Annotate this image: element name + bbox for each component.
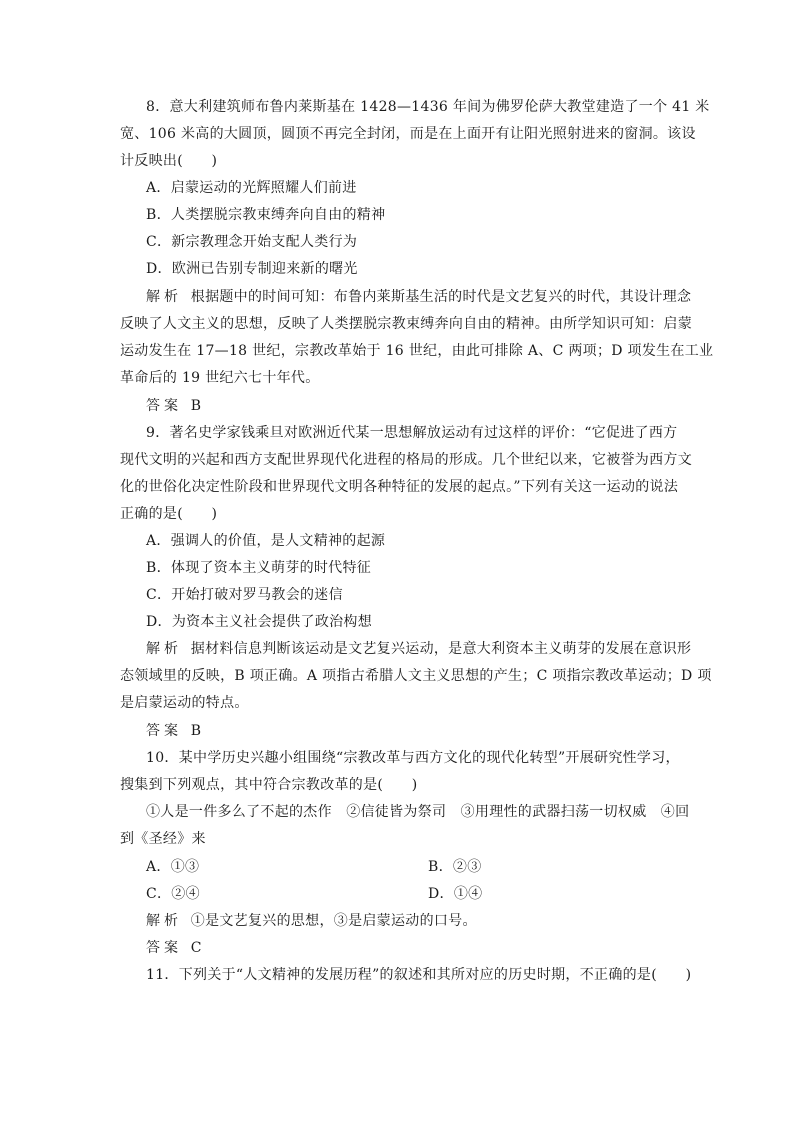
q9-option-d: D．为资本主义社会提供了政治构想: [146, 614, 373, 630]
q9-stem-line3: 化的世俗化决定性阶段和世界现代文明各种特征的发展的起点。”下列有关这一运动的说法: [120, 479, 679, 495]
q8-answer-line: [146, 397, 201, 415]
q8-analysis-line4: 革命后的 19 世纪六七十年代。: [120, 370, 320, 386]
q10-answer-line: [146, 939, 202, 957]
q8-option-a: A．启蒙运动的光辉照耀人们前进: [146, 180, 357, 196]
q9-option-c: C．开始打破对罗马教会的迷信: [146, 587, 343, 603]
q10-option-b: B．②③: [428, 859, 482, 875]
q8-option-d: D．欧洲已告别专制迎来新的曙光: [146, 261, 358, 277]
q9-analysis-line2: 态领域里的反映，B 项正确。A 项指古希腊人文主义思想的产生；C 项指宗教改革运动；D 项: [120, 668, 712, 684]
q10-stem-line4: 到《圣经》来: [120, 831, 206, 847]
q11-stem-line1: 11．下列关于“人文精神的发展历程”的叙述和其所对应的历史时期，不正确的是( ): [146, 967, 692, 983]
q10-analysis-line: [146, 912, 477, 930]
q10-analysis-text: ①是文艺复兴的思想，③是启蒙运动的口号。: [190, 913, 477, 929]
q10-option-c: C．②④: [146, 886, 200, 902]
q9-stem-line4: 正确的是( ): [120, 506, 218, 522]
q9-analysis-line1: [146, 640, 691, 658]
q9-stem-line2: 现代文明的兴起和西方支配世界现代化进程的格局的形成。几个世纪以来，它被誉为西方文: [120, 452, 692, 468]
q8-analysis-text1: 根据题中的时间可知：布鲁内莱斯基生活的时代是文艺复兴的时代，其设计理念: [190, 289, 692, 305]
q8-answer-value: B: [190, 398, 202, 414]
q8-stem-line1: 8．意大利建筑师布鲁内莱斯基在 1428—1436 年间为佛罗伦萨大教堂建造了一个 41 米: [146, 99, 710, 115]
q8-analysis-line3: 运动发生在 17—18 世纪，宗教改革始于 16 世纪，由此可排除 A、C 两项；D 项发生在工业: [120, 343, 714, 359]
q8-option-b: B．人类摆脱宗教束缚奔向自由的精神: [146, 207, 386, 223]
q9-analysis-text1: 据材料信息判断该运动是文艺复兴运动，是意大利资本主义萌芽的发展在意识形: [190, 641, 692, 657]
q9-analysis-label: 解析: [146, 641, 182, 657]
q10-option-a: A．①③: [146, 859, 200, 875]
q8-answer-label: 答案: [146, 398, 182, 414]
q10-stem-line3: ①人是一件多么了不起的杰作 ②信徒皆为祭司 ③用理性的武器扫荡一切权威 ④回: [146, 804, 690, 820]
q10-option-d: D．①④: [428, 886, 483, 902]
q10-analysis-label: 解析: [146, 913, 182, 929]
q10-answer-value: C: [190, 940, 202, 956]
q9-answer-line: [146, 722, 201, 740]
q8-analysis-line1: [146, 288, 691, 306]
q8-analysis-label: 解析: [146, 289, 182, 305]
q8-stem-line2: 宽、106 米高的大圆顶，圆顶不再完全封闭，而是在上面开有让阳光照射进来的窗洞。该设: [120, 126, 696, 142]
q9-answer-value: B: [190, 723, 202, 739]
q8-stem-line3: 计反映出( ): [120, 153, 218, 169]
q9-answer-label: 答案: [146, 723, 182, 739]
q10-stem-line1: 10．某中学历史兴趣小组围绕“宗教改革与西方文化的现代化转型”开展研究性学习，: [146, 750, 680, 766]
q10-answer-label: 答案: [146, 940, 182, 956]
q9-option-b: B．体现了资本主义萌芽的时代特征: [146, 560, 372, 576]
q9-stem-line1: 9．著名史学家钱乘旦对欧洲近代某一思想解放运动有过这样的评价：“它促进了西方: [146, 425, 678, 441]
q8-analysis-line2: 反映了人文主义的思想，反映了人类摆脱宗教束缚奔向自由的精神。由所学知识可知：启蒙: [120, 316, 692, 332]
q8-option-c: C．新宗教理念开始支配人类行为: [146, 234, 358, 250]
q10-stem-line2: 搜集到下列观点，其中符合宗教改革的是( ): [120, 777, 418, 793]
q9-option-a: A．强调人的价值，是人文精神的起源: [146, 533, 386, 549]
q9-analysis-line3: 是启蒙运动的特点。: [120, 695, 249, 711]
